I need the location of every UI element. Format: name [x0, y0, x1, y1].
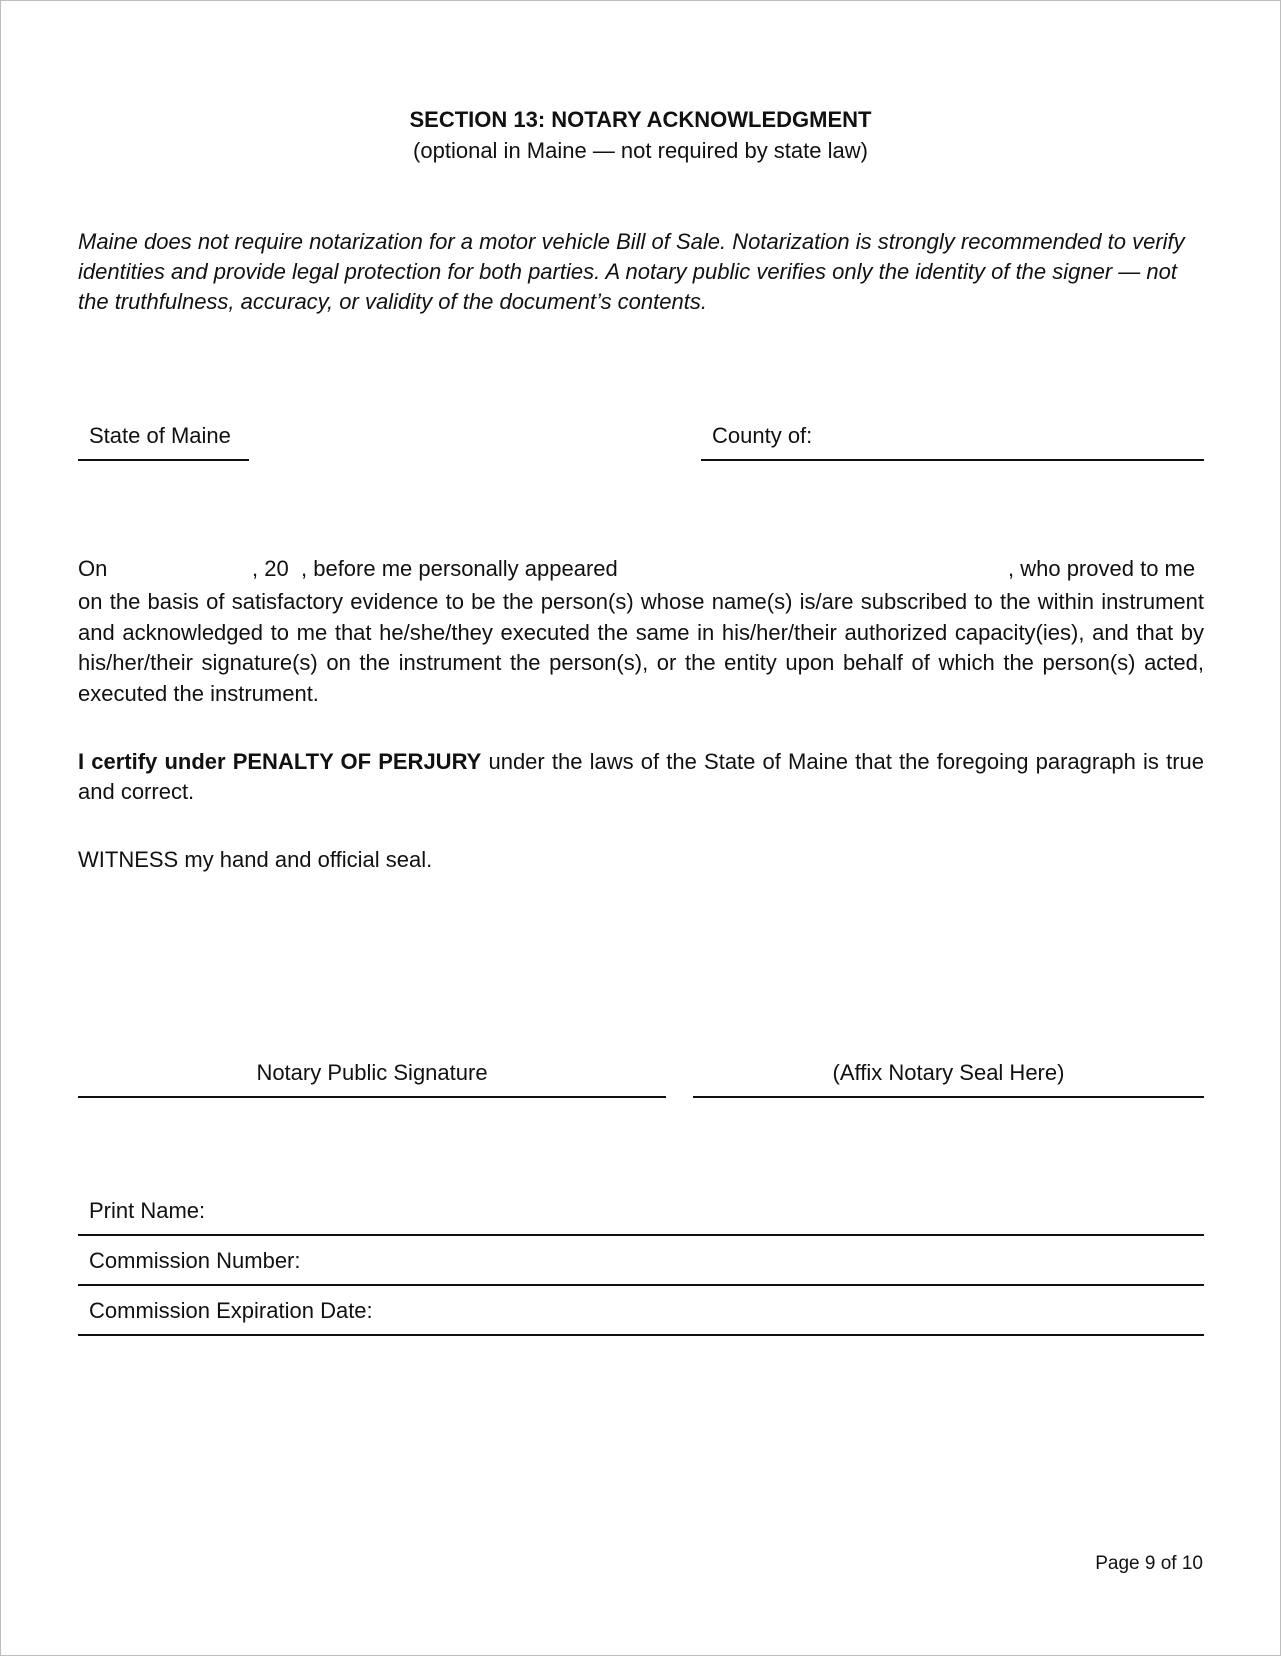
print-name-label: Print Name: — [89, 1198, 206, 1223]
commission-expiration-label: Commission Expiration Date: — [89, 1298, 373, 1323]
commission-number-label: Commission Number: — [89, 1248, 301, 1273]
certify-bold: I certify under PENALTY OF PERJURY — [78, 749, 482, 774]
section-subtitle: (optional in Maine — not required by state law) — [413, 138, 868, 163]
notary-seal-line — [693, 1050, 1204, 1098]
state-label: State of Maine — [89, 423, 231, 448]
notary-signature-line[interactable] — [78, 1050, 666, 1098]
notary-seal-label: (Affix Notary Seal Here) — [832, 1060, 1065, 1085]
commission-expiration-field[interactable] — [78, 1286, 1204, 1336]
section-title: SECTION 13: NOTARY ACKNOWLEDGMENT — [409, 107, 872, 132]
intro-paragraph: Maine does not require notarization for a motor vehicle Bill of Sale. Notarization is strongly recommended to verify identities and provide legal protection for both parties. A notary public verifies only the identity of the signer — not the truthfulness, accuracy, or validity of the document’s contents. — [78, 229, 1185, 314]
county-label: County of: — [712, 423, 813, 448]
ack-appeared-text: , before me personally appeared — [301, 556, 618, 581]
notary-signature-label: Notary Public Signature — [256, 1060, 488, 1085]
certify-rest: under the laws of the State of Maine that the foregoing paragraph is true and correct. — [78, 749, 1204, 804]
ack-on-text: On — [78, 556, 108, 581]
acknowledgment-first-line — [78, 556, 1204, 586]
commission-number-field[interactable] — [78, 1236, 1204, 1286]
certify-paragraph — [78, 747, 1204, 807]
acknowledgment-body: on the basis of satisfactory evidence to be the person(s) whose name(s) is/are subscribed to the within instrument and acknowledged to me that he/she/they executed the same in his/her/their authorized capacity(ies), and that by his/her/their signature(s) on the instrument the person(s), or the entity upon behalf of which the person(s) acted, executed the instrument. — [78, 589, 1204, 706]
page-number: Page 9 of 10 — [1095, 1553, 1203, 1574]
ack-year-text: , 20 — [252, 556, 289, 581]
county-field[interactable] — [701, 405, 1204, 461]
state-field — [78, 405, 249, 461]
ack-proved-text: , who proved to me — [1008, 556, 1196, 581]
print-name-field[interactable] — [78, 1186, 1204, 1236]
witness-line: WITNESS my hand and official seal. — [78, 847, 433, 872]
